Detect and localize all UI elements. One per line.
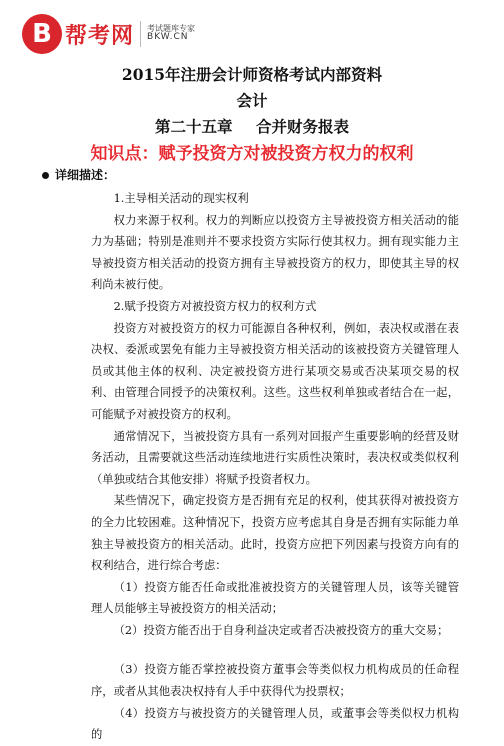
logo-domain: BKW.CN <box>147 32 189 43</box>
body-paragraph: 权力来源于权利。权力的判断应以投资方主导被投资方相关活动的能力为基础；特别是准则并不要求投资方实际行使其权力。拥有现实能力主导被投资方相关活动的投资方拥有主导被投资方的权力，即使其主导的权利尚未被行使。 <box>91 213 459 292</box>
logo-name: 帮考网 <box>65 23 135 49</box>
body-paragraph: 2.赋予投资方对被投资方权力的权利方式 <box>113 299 317 313</box>
list-item: （1）投资方能否任命或批准被投资方的关键管理人员，该等关键管理人员能够主导被投资方的相关活动； <box>91 580 459 616</box>
body-paragraph: 投资方对被投资方的权力可能源自各种权利，例如，表决权或潜在表决权、委派或罢免有能力主导被投资方相关活动的该被投资方关键管理人员或其他主体的权利、决定被投资方进行某项交易或否决某项交易的权利、由管理合同授予的决策权利。这些。这些权利单独或者结合在一起，可能赋予对被投资方的权利。 <box>91 321 459 421</box>
knowledge-point-title: 知识点：赋予投资方对被投资方权力的权利 <box>90 144 414 164</box>
body-paragraph: 某些情况下，确定投资方是否拥有充足的权利，使其获得对被投资方的全力比较困难。这种情况下，投资方应考虑其自身是否拥有实际能力单独主导被投资方的相关活动。此时，投资方应把下列因素与投资方向有的权利结合，进行综合考虑： <box>91 494 459 573</box>
logo-mark-icon: B <box>22 14 62 54</box>
subject-title: 会计 <box>236 91 268 110</box>
body-paragraph: 1.主导相关活动的现实权利 <box>113 192 249 205</box>
chapter-title: 第二十五章 合并财务报表 <box>155 117 349 136</box>
document-title: 2015年注册会计师资格考试内部资料 <box>121 65 383 84</box>
logo-slogan: 考试题库专家 <box>147 23 196 33</box>
logo-divider <box>140 21 141 47</box>
bullet-icon <box>42 172 49 179</box>
body-paragraph: 通常情况下，当被投资方具有一系列对回报产生重要影响的经营及财务活动，且需要就这些活动连续地进行实质性决策时，表决权或类似权利（单独或结合其他安排）将赋予投资者权力。 <box>91 429 459 486</box>
list-item: （3）投资方能否掌控被投资方董事会等类似权力机构成员的任命程序，或者从其他表决权持有人手中获得代为投票权； <box>91 663 459 699</box>
site-logo <box>22 14 195 54</box>
detail-heading-label: 详细描述： <box>55 168 116 182</box>
document-body <box>91 188 459 746</box>
detail-heading <box>42 166 115 183</box>
list-item: （4）投资方与被投资方的关键管理人员，或董事会等类似权力机构的 <box>91 706 459 742</box>
list-item: （2）投资方能否出于自身利益决定或者否决被投资方的重大交易； <box>113 623 449 637</box>
logo-subtitle <box>147 25 195 44</box>
document-header <box>0 62 504 168</box>
